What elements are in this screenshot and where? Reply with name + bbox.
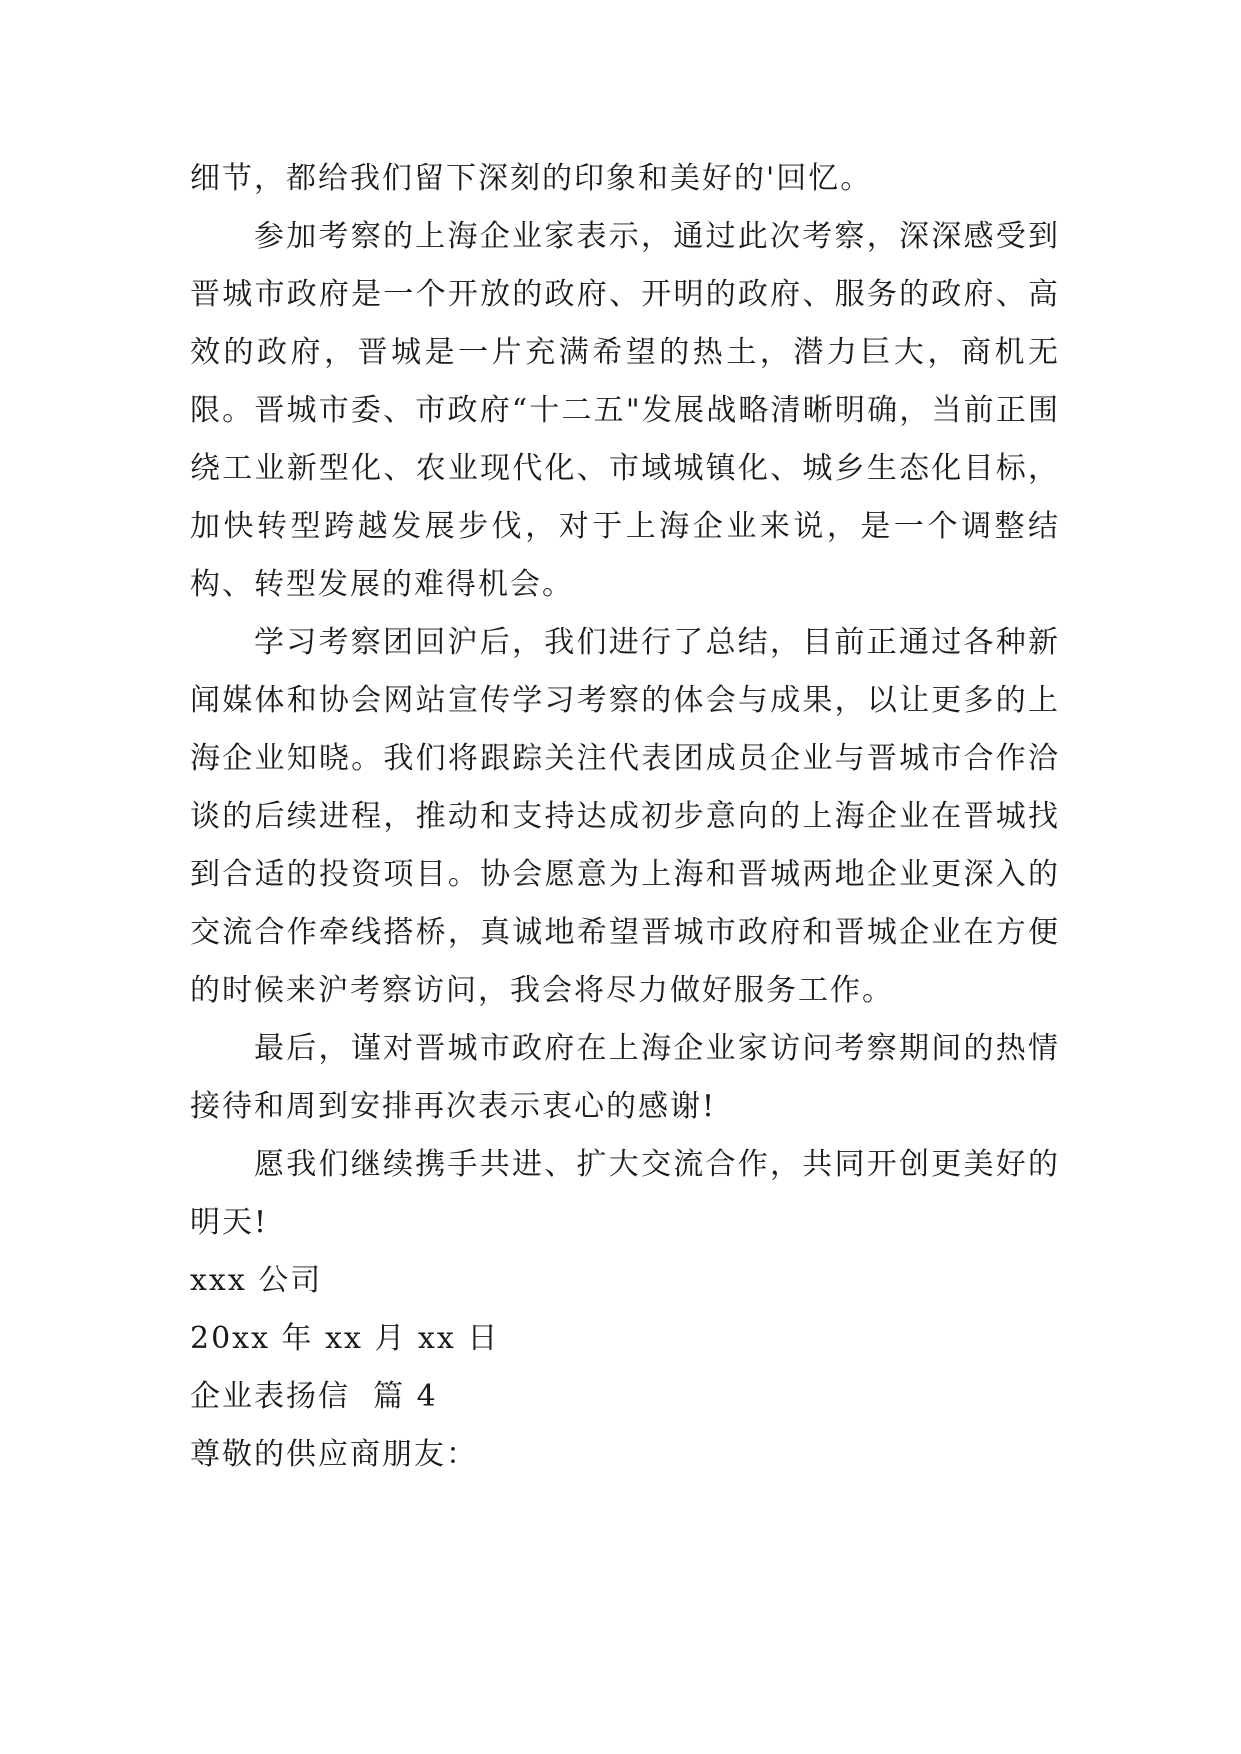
section-title: 企业表扬信 篇 4 xyxy=(190,1379,438,1414)
paragraph-3: 学习考察团回沪后，我们进行了总结，目前正通过各种新闻媒体和协会网站宣传学习考察的体会与成果，以让更多的上海企业知晓。我们将跟踪关注代表团成员企业与晋城市合作洽谈的后续进程，推动和支持达成初步意向的上海企业在晋城找到合适的投资项目。协会愿意为上海和晋城两地企业更深入的交流合作牵线搭桥，真诚地希望晋城市政府和晋城企业在方便的时候来沪考察访问，我会将尽力做好服务工作。 xyxy=(190,625,1060,1008)
paragraph-4: 最后，谨对晋城市政府在上海企业家访问考察期间的热情接待和周到安排再次表示衷心的感谢! xyxy=(190,1031,1060,1124)
document-body xyxy=(190,150,1060,1484)
salutation: 尊敬的供应商朋友： xyxy=(190,1437,478,1472)
paragraph-5: 愿我们继续携手共进、扩大交流合作，共同开创更美好的明天! xyxy=(190,1147,1060,1240)
paragraph-1: 细节，都给我们留下深刻的印象和美好的'回忆。 xyxy=(190,161,873,196)
signature-company: xxx 公司 xyxy=(190,1263,323,1298)
paragraph-2: 参加考察的上海企业家表示，通过此次考察，深深感受到晋城市政府是一个开放的政府、开明的政府、服务的政府、高效的政府，晋城是一片充满希望的热土，潜力巨大，商机无限。晋城市委、市政府“十二五"发展战略清晰明确，当前正围绕工业新型化、农业现代化、市域城镇化、城乡生态化目标，加快转型跨越发展步伐，对于上海企业来说，是一个调整结构、转型发展的难得机会。 xyxy=(190,219,1060,602)
signature-date: 20xx 年 xx 月 xx 日 xyxy=(190,1321,500,1356)
